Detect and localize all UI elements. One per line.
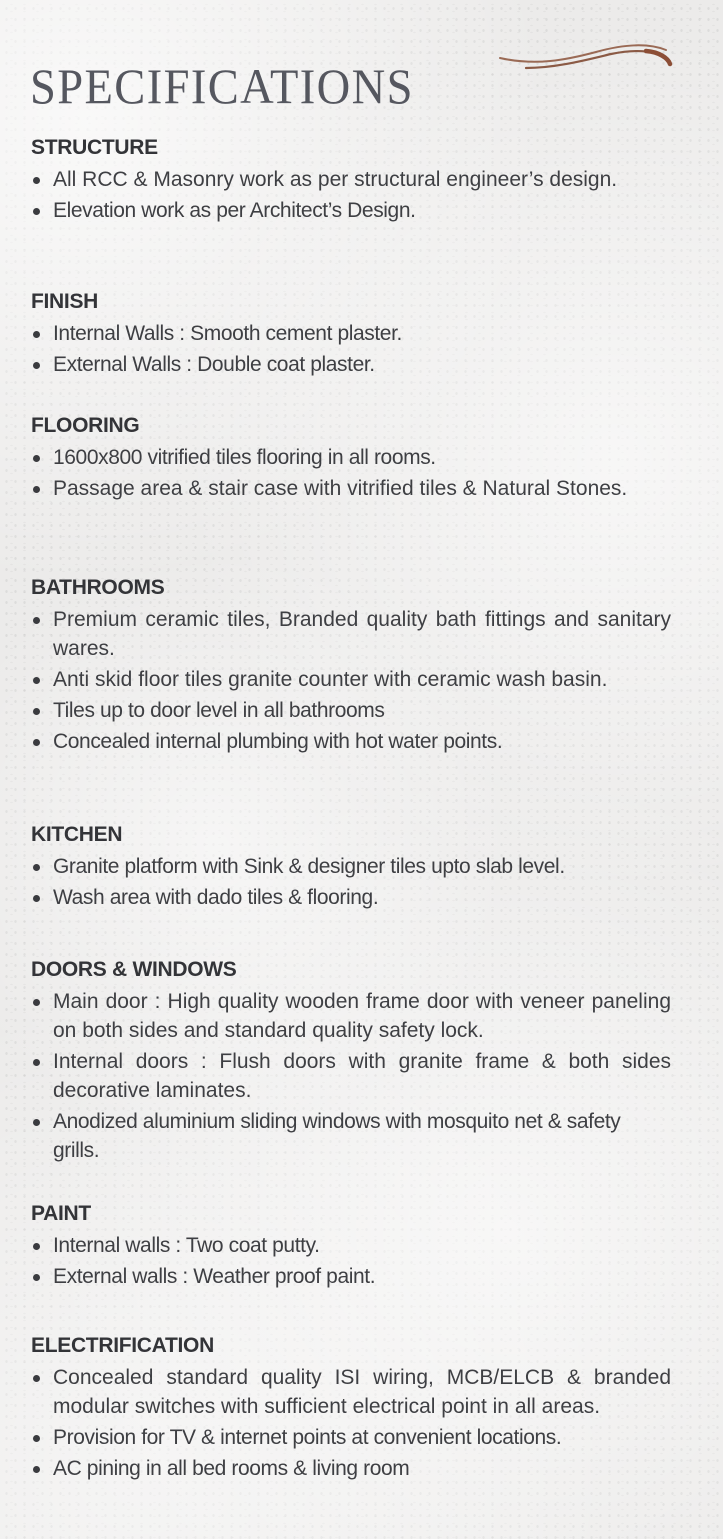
list-item (31, 1047, 671, 1105)
list-item-text: Internal Walls : Smooth cement plaster. (53, 322, 402, 345)
bullet-icon (33, 739, 40, 746)
bullet-icon (33, 362, 40, 369)
section-electrification (31, 1333, 671, 1485)
section-heading: FINISH (31, 290, 99, 313)
bullet-icon (33, 1466, 40, 1473)
section-heading: PAINT (31, 1202, 91, 1225)
list-item-text: Wash area with dado tiles & flooring. (53, 886, 379, 909)
section-bathrooms (31, 575, 671, 758)
section-flooring (31, 413, 671, 505)
list-item-text: Anodized aluminium sliding windows with mosquito net & safety grills. (53, 1110, 621, 1162)
section-kitchen (31, 822, 671, 914)
list-item (31, 350, 671, 379)
list-item (31, 1454, 671, 1483)
section-heading: FLOORING (31, 414, 140, 437)
list-item-text: Granite platform with Sink & designer tiles upto slab level. (53, 855, 565, 878)
bullet-icon (33, 677, 40, 684)
bullet-icon (33, 1375, 40, 1382)
section-heading: KITCHEN (31, 823, 123, 846)
list-item (31, 1262, 671, 1291)
list-item-text: Provision for TV & internet points at convenient locations. (53, 1426, 562, 1449)
bullet-list (31, 319, 671, 379)
list-item (31, 1231, 671, 1260)
list-item-text: External walls : Weather proof paint. (53, 1265, 376, 1288)
list-item (31, 696, 671, 725)
list-item (31, 443, 671, 472)
list-item-text: AC pining in all bed rooms & living room (53, 1457, 410, 1480)
list-item (31, 883, 671, 912)
bullet-icon (33, 177, 40, 184)
bullet-icon (33, 708, 40, 715)
bullet-icon (33, 1059, 40, 1066)
list-item (31, 987, 671, 1045)
bullet-list (31, 165, 671, 225)
bullet-list (31, 852, 671, 912)
bullet-icon (33, 455, 40, 462)
list-item (31, 727, 671, 756)
list-item-text: Concealed standard quality ISI wiring, MCB/ELCB & branded modular switches with sufficient electrical point in all areas. (53, 1366, 671, 1418)
list-item-text: All RCC & Masonry work as per structural engineer’s design. (53, 168, 618, 191)
list-item-text: 1600x800 vitrified tiles flooring in all rooms. (53, 446, 436, 469)
list-item (31, 319, 671, 348)
list-item (31, 605, 671, 663)
list-item (31, 165, 671, 194)
list-item-text: Internal doors : Flush doors with granite frame & both sides decorative laminates. (53, 1050, 671, 1102)
list-item-text: Anti skid floor tiles granite counter with ceramic wash basin. (53, 668, 608, 691)
list-item-text: External Walls : Double coat plaster. (53, 353, 375, 376)
bullet-icon (33, 1274, 40, 1281)
list-item (31, 196, 671, 225)
section-paint (31, 1201, 671, 1293)
list-item (31, 1107, 671, 1165)
section-doors-windows (31, 957, 671, 1167)
section-heading: ELECTRIFICATION (31, 1334, 214, 1357)
bullet-icon (33, 617, 40, 624)
list-item-text: Concealed internal plumbing with hot water points. (53, 730, 503, 753)
section-heading: STRUCTURE (31, 136, 158, 159)
bullet-list (31, 987, 671, 1165)
bullet-list (31, 605, 671, 756)
bullet-icon (33, 1119, 40, 1126)
bullet-icon (33, 1435, 40, 1442)
page-title: SPECIFICATIONS (30, 57, 414, 114)
title-row (30, 22, 443, 149)
list-item-text: Passage area & stair case with vitrified tiles & Natural Stones. (53, 477, 628, 500)
bullet-icon (33, 864, 40, 871)
list-item (31, 1423, 671, 1452)
bullet-list (31, 1363, 671, 1483)
list-item-text: Tiles up to door level in all bathrooms (53, 699, 385, 722)
bullet-icon (33, 208, 40, 215)
bullet-list (31, 443, 671, 503)
section-finish (31, 289, 671, 381)
list-item-text: Main door : High quality wooden frame door with veneer paneling on both sides and standard quality safety lock. (53, 990, 671, 1042)
bullet-icon (33, 895, 40, 902)
bullet-icon (33, 331, 40, 338)
list-item (31, 852, 671, 881)
bullet-icon (33, 1243, 40, 1250)
section-heading: BATHROOMS (31, 576, 165, 599)
decorative-swoosh-icon (496, 30, 676, 80)
list-item (31, 665, 671, 694)
list-item-text: Premium ceramic tiles, Branded quality bath fittings and sanitary wares. (53, 608, 671, 660)
list-item-text: Internal walls : Two coat putty. (53, 1234, 320, 1257)
bullet-list (31, 1231, 671, 1291)
list-item-text: Elevation work as per Architect’s Design. (53, 199, 416, 222)
list-item (31, 474, 671, 503)
bullet-icon (33, 999, 40, 1006)
section-heading: DOORS & WINDOWS (31, 958, 237, 981)
list-item (31, 1363, 671, 1421)
bullet-icon (33, 486, 40, 493)
section-structure (31, 135, 671, 227)
